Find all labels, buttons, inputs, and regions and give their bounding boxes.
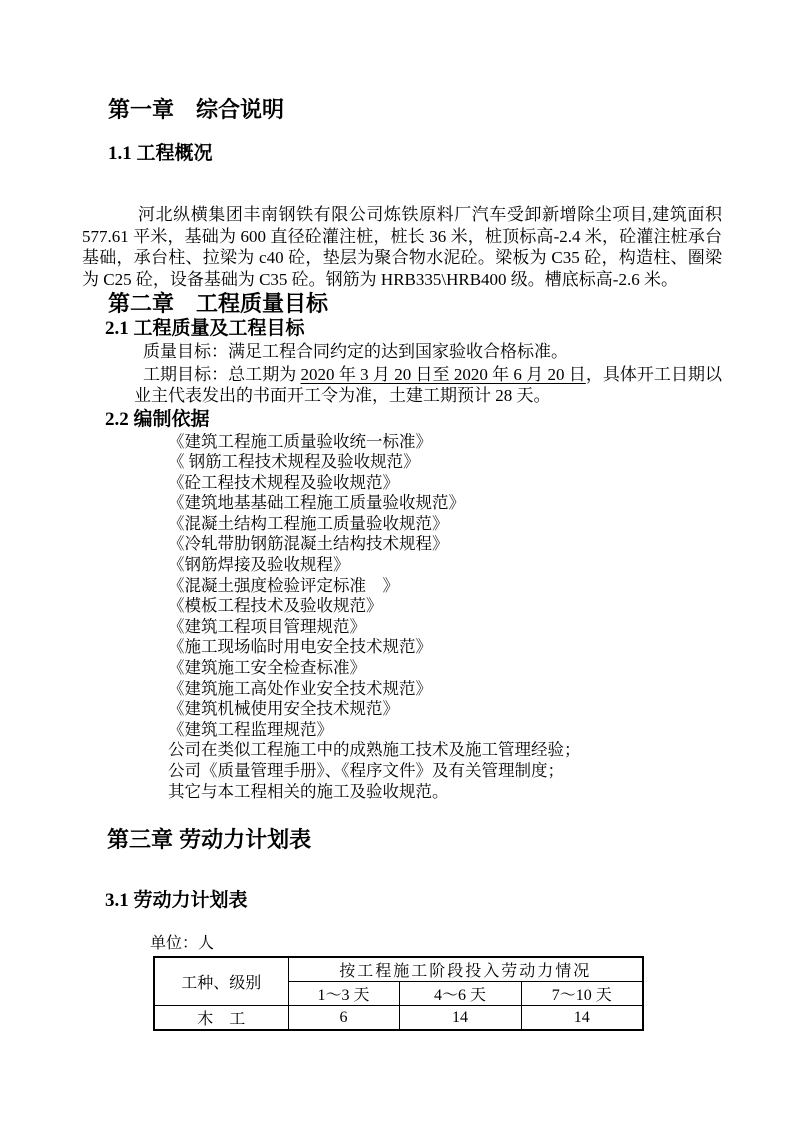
reference-item: 《建筑机械使用安全技术规范》 — [168, 699, 399, 719]
table-header-stage-2: 4～6 天 — [399, 982, 521, 1006]
table-cell-value: 14 — [399, 1006, 521, 1031]
section-1-1-heading — [108, 142, 722, 166]
reference-item: 《混凝土强度检验评定标准 》 — [168, 575, 399, 595]
reference-item: 《冷轧带肋钢筋混凝土结构技术规程》 — [168, 534, 449, 554]
reference-item: 《建筑工程监理规范》 — [168, 719, 333, 739]
section-2-1-heading — [105, 317, 722, 340]
reference-item: 《建筑施工高处作业安全技术规范》 — [168, 678, 432, 698]
table-cell-trade: 木 工 — [154, 1006, 288, 1031]
reference-item: 《模板工程技术及验收规范》 — [168, 596, 383, 616]
project-overview-paragraph: 河北纵横集团丰南钢铁有限公司炼铁原料厂汽车受卸新增除尘项目,建筑面积 577.61 平米，基础为 600 直径砼灌注桩，桩长 36 米，桩顶标高-2.4 米，砼灌注桩承台基础，承台柱、拉梁为 c40 砼，垫层为聚合物水泥砼。梁板为 C35 砼，构造柱、圈梁为 C25 砼，设备基础为 C35 砼。钢筋为 HRB335\HRB400 级。槽底标高-2.6 米。 — [82, 205, 722, 289]
section-3-1-number: 3.1 — [105, 890, 134, 912]
reference-item: 《建筑工程施工质量验收统一标准》 — [168, 431, 432, 451]
table-header-row-1 — [154, 957, 643, 982]
reference-item: 其它与本工程相关的施工及验收规范。 — [168, 781, 449, 801]
reference-item: 《砼工程技术规程及验收规范》 — [168, 472, 399, 492]
section-2-2-title: 编制依据 — [133, 408, 210, 430]
references-list — [168, 432, 722, 803]
reference-item: 《施工现场临时用电安全技术规范》 — [168, 637, 432, 657]
table-header-stage-3: 7～10 天 — [521, 982, 643, 1006]
section-2-1-title: 工程质量及工程目标 — [133, 318, 305, 339]
quality-goal-paragraph: 质量目标：满足工程合同约定的达到国家验收合格标准。 — [143, 342, 568, 361]
reference-item: 《建筑工程项目管理规范》 — [168, 616, 366, 636]
reference-item: 《 钢筋工程技术规程及验收规范》 — [168, 452, 420, 472]
table-header-stage-1: 1～3 天 — [288, 982, 399, 1006]
chapter-3-title: 第三章 劳动力计划表 — [107, 827, 312, 853]
reference-item: 《混凝土结构工程施工质量验收规范》 — [168, 513, 449, 533]
section-1-1-number: 1.1 — [108, 143, 137, 164]
labor-plan-table — [153, 956, 644, 1031]
schedule-goal-prefix: 工期目标：总工期为 — [143, 364, 301, 384]
section-1-1-title: 工程概况 — [136, 143, 213, 164]
table-cell-value: 6 — [288, 1006, 399, 1031]
section-3-1-title: 劳动力计划表 — [133, 890, 248, 912]
schedule-date-range: 2020 年 3 月 20 日至 2020 年 6 月 20 日 — [300, 364, 586, 384]
reference-item: 《钢筋焊接及验收规程》 — [168, 555, 350, 575]
unit-label: 单位：人 — [150, 935, 215, 953]
table-header-trade: 工种、级别 — [154, 957, 288, 1006]
section-2-2-number: 2.2 — [105, 408, 134, 430]
schedule-goal-suffix: ，具体开工日期以业主代表发出的书面开工令为准，土建工期预计 28 天。 — [134, 364, 723, 405]
reference-item: 公司《质量管理手册》、《程序文件》及有关管理制度； — [168, 761, 564, 780]
table-header-stages-group: 按工程施工阶段投入劳动力情况 — [288, 957, 643, 982]
section-2-1-number: 2.1 — [105, 318, 134, 339]
reference-item: 公司在类似工程施工中的成熟施工技术及施工管理经验； — [168, 740, 581, 760]
section-2-2-heading — [105, 408, 722, 431]
section-3-1-heading — [105, 889, 722, 912]
chapter-2-title: 第二章 工程质量目标 — [108, 291, 329, 316]
table-cell-value: 14 — [521, 1006, 643, 1031]
chapter-1-title: 第一章 综合说明 — [108, 97, 285, 122]
table-row — [154, 1006, 643, 1031]
schedule-goal-paragraph — [134, 364, 722, 407]
reference-item: 《建筑施工安全检查标准》 — [168, 658, 366, 678]
reference-item: 《建筑地基基础工程施工质量验收规范》 — [168, 493, 465, 513]
